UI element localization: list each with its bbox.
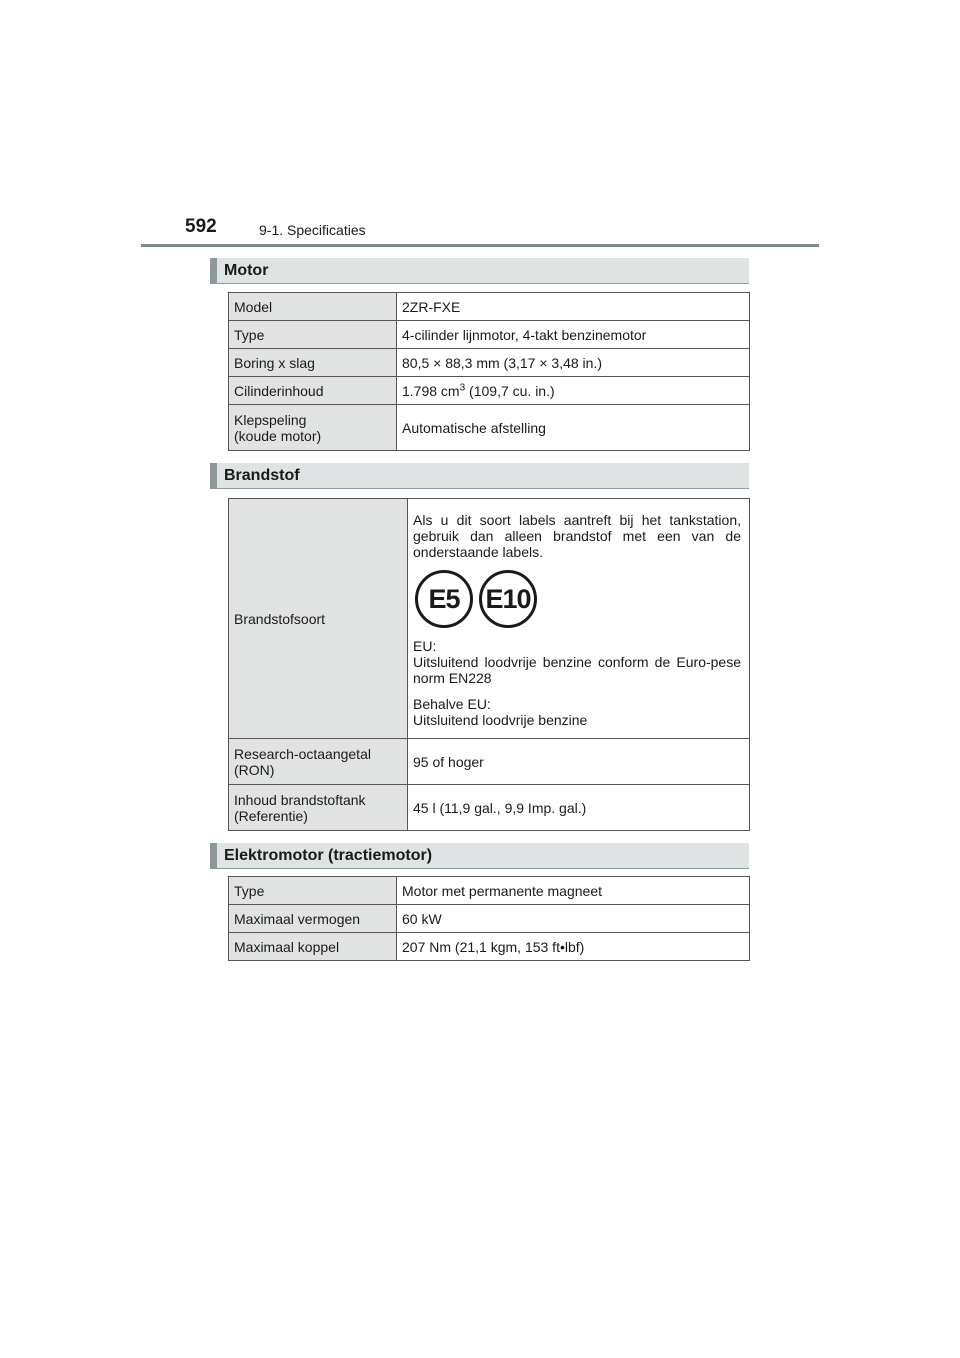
- spec-key: Brandstofsoort: [229, 499, 408, 739]
- spec-key: [229, 785, 408, 831]
- table-row: [229, 877, 750, 905]
- spec-key: [229, 405, 397, 451]
- table-row: [229, 321, 750, 349]
- section-header-fuel: [210, 463, 749, 489]
- eu-title: EU:: [413, 637, 437, 654]
- spec-value: 95 of hoger: [408, 739, 750, 785]
- spec-key: Type: [229, 321, 397, 349]
- superscript-unit: 3: [459, 381, 466, 393]
- spec-value: Automatische afstelling: [397, 405, 750, 451]
- table-row: [229, 785, 750, 831]
- displacement-imperial: (109,7 cu. in.): [465, 382, 555, 399]
- spec-value: 207 Nm (21,1 kgm, 153 ft•lbf): [397, 933, 750, 961]
- table-row: [229, 905, 750, 933]
- section-title-electric-motor: Elektromotor (tractiemotor): [224, 847, 433, 864]
- table-row: [229, 349, 750, 377]
- fuel-labels: [413, 570, 741, 628]
- spec-key: Cilinderinhoud: [229, 377, 397, 405]
- table-row: [229, 499, 750, 739]
- fuel-spec-table: [228, 498, 750, 831]
- section-header-electric-motor: [210, 843, 749, 869]
- section-title-fuel: Brandstof: [224, 467, 300, 484]
- section-marker: [210, 258, 217, 284]
- page-number: 592: [185, 216, 217, 237]
- section-marker: [210, 463, 217, 489]
- spec-value: 60 kW: [397, 905, 750, 933]
- spec-key: [229, 739, 408, 785]
- table-row: [229, 405, 750, 451]
- key-line: (RON): [234, 761, 275, 778]
- table-row: [229, 933, 750, 961]
- chapter-title: 9-1. Specificaties: [259, 222, 366, 238]
- e10-label-icon: E10: [479, 570, 537, 628]
- key-line: (Referentie): [234, 807, 308, 824]
- spec-value: 2ZR-FXE: [397, 293, 750, 321]
- displacement-value: 1.798 cm: [402, 382, 460, 399]
- electric-motor-spec-table: [228, 876, 750, 961]
- spec-key: Maximaal koppel: [229, 933, 397, 961]
- table-row: [229, 739, 750, 785]
- spec-value: 45 l (11,9 gal., 9,9 Imp. gal.): [408, 785, 750, 831]
- key-line: Inhoud brandstoftank: [234, 791, 366, 808]
- section-title-motor: Motor: [224, 262, 269, 279]
- spec-value: [397, 377, 750, 405]
- fuel-type-description: [408, 499, 750, 739]
- motor-spec-table: [228, 292, 750, 451]
- spec-key: Maximaal vermogen: [229, 905, 397, 933]
- eu-text: Uitsluitend loodvrije benzine conform de Euro-pese norm EN228: [413, 653, 741, 686]
- spec-key: Boring x slag: [229, 349, 397, 377]
- key-line: Klepspeling: [234, 411, 307, 428]
- spec-value: 80,5 × 88,3 mm (3,17 × 3,48 in.): [397, 349, 750, 377]
- spec-value: Motor met permanente magneet: [397, 877, 750, 905]
- spec-key: Type: [229, 877, 397, 905]
- header-rule: [141, 244, 819, 247]
- spec-key: Model: [229, 293, 397, 321]
- section-header-motor: [210, 258, 749, 284]
- table-row: [229, 293, 750, 321]
- non-eu-title: Behalve EU:: [413, 695, 491, 712]
- table-row: [229, 377, 750, 405]
- non-eu-text: Uitsluitend loodvrije benzine: [413, 711, 588, 728]
- spec-value: 4-cilinder lijnmotor, 4-takt benzinemotor: [397, 321, 750, 349]
- label-instruction: Als u dit soort labels aantreft bij het tankstation, gebruik dan alleen brandstof met een van de onderstaande labels.: [413, 511, 741, 560]
- key-line: (koude motor): [234, 427, 322, 444]
- key-line: Research-octaangetal: [234, 745, 371, 762]
- section-marker: [210, 843, 217, 869]
- e5-label-icon: E5: [415, 570, 473, 628]
